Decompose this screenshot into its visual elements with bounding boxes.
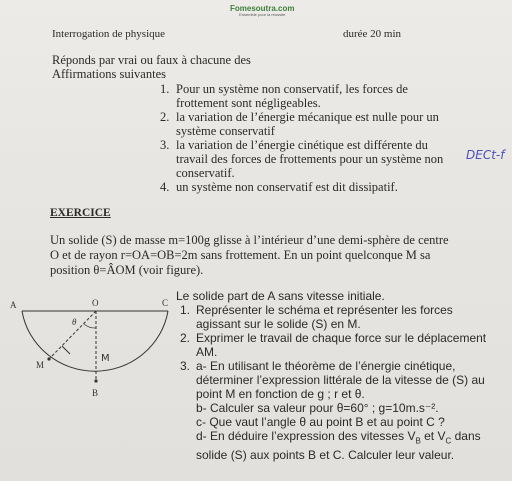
statement-4 bbox=[160, 180, 398, 194]
statement-3 bbox=[160, 138, 443, 180]
handwritten-mark bbox=[62, 346, 70, 354]
question-1 bbox=[180, 303, 453, 331]
label-b: B bbox=[92, 388, 99, 398]
logo-name: Fomesoutra.com bbox=[230, 4, 295, 13]
statement-text: système conservatif bbox=[176, 124, 275, 138]
exam-title: Interrogation de physique bbox=[52, 28, 166, 40]
question-text: a- En utilisant le théorème de l’énergie cinétique, bbox=[196, 359, 456, 373]
question-3 bbox=[180, 359, 485, 462]
exercise-line-2: O et de rayon r=OA=OB=2m sans frottement. En un point quelconque M sa bbox=[50, 248, 431, 262]
handwritten-m: M bbox=[101, 353, 110, 364]
question-text: c- Que vaut l’angle θ au point B et au point C ? bbox=[196, 415, 445, 429]
instruction-line-1: Réponds par vrai ou faux à chacune des bbox=[52, 53, 251, 67]
question-2 bbox=[180, 331, 486, 359]
statement-number: 2. bbox=[160, 110, 170, 124]
question-text: Exprimer le travail de chaque force sur le déplacement bbox=[196, 331, 487, 345]
angle-arc bbox=[84, 324, 96, 328]
label-c: C bbox=[162, 298, 169, 308]
question-number: 1. bbox=[180, 303, 191, 317]
point-m bbox=[47, 357, 50, 360]
label-theta: θ bbox=[72, 317, 77, 327]
question-text: AM. bbox=[196, 345, 218, 359]
statement-text: un système non conservatif est dit dissipatif. bbox=[176, 180, 398, 194]
statement-text: travail des forces de frottements pour un système non bbox=[176, 152, 444, 166]
exam-duration: durée 20 min bbox=[343, 28, 402, 40]
exercise-line-3: position θ=ÂOM (voir figure). bbox=[50, 263, 204, 277]
statement-number: 3. bbox=[160, 138, 170, 152]
site-logo bbox=[230, 5, 294, 17]
statement-number: 1. bbox=[160, 82, 170, 96]
question-intro: Le solide part de A sans vitesse initiale. bbox=[176, 289, 385, 303]
handwritten-note: DECt-f bbox=[466, 148, 505, 162]
question-text: d- En déduire l’expression des vitesses V bbox=[196, 429, 416, 443]
point-b bbox=[94, 379, 97, 382]
question-text: déterminer l’expression littérale de la vitesse de (S) au bbox=[196, 373, 485, 387]
subscript-b: B bbox=[415, 436, 421, 446]
question-text: Représenter le schéma et représenter les forces bbox=[196, 303, 453, 317]
question-text: b- Calculer sa valeur pour θ=60° ; g=10m.s⁻². bbox=[196, 401, 439, 415]
question-text: agissant sur le solide (S) en M. bbox=[196, 317, 361, 331]
subscript-c: C bbox=[445, 436, 452, 446]
statement-text: la variation de l’énergie mécanique est nulle pour un bbox=[176, 110, 439, 124]
statement-text: Pour un système non conservatif, les forces de bbox=[176, 82, 408, 96]
label-a: A bbox=[10, 300, 17, 310]
hemisphere-figure bbox=[0, 292, 185, 404]
statement-number: 4. bbox=[160, 180, 170, 194]
question-text-and: et V bbox=[420, 429, 446, 443]
question-number: 2. bbox=[180, 331, 191, 345]
logo-tagline: Ensemble pour la réussite bbox=[239, 12, 286, 17]
statement-text: frottement sont négligeables. bbox=[176, 96, 321, 110]
statement-1 bbox=[160, 82, 408, 110]
exercise-title: EXERCICE bbox=[50, 207, 111, 219]
statement-text: conservatif. bbox=[176, 166, 235, 180]
label-o: O bbox=[92, 298, 99, 308]
question-text: point M en fonction de g ; r et θ. bbox=[196, 387, 365, 401]
question-text-tail: dans bbox=[451, 429, 481, 443]
question-number: 3. bbox=[180, 359, 191, 373]
instruction-line-2: Affirmations suivantes bbox=[52, 67, 166, 81]
exercise-line-1: Un solide (S) de masse m=100g glisse à l’intérieur d’une demi-sphère de centre bbox=[50, 233, 449, 247]
statement-text: la variation de l’énergie cinétique est différente du bbox=[176, 138, 428, 152]
statement-2 bbox=[160, 110, 439, 138]
label-m: M bbox=[36, 360, 45, 370]
question-text: solide (S) aux points B et C. Calculer leur valeur. bbox=[196, 448, 455, 463]
